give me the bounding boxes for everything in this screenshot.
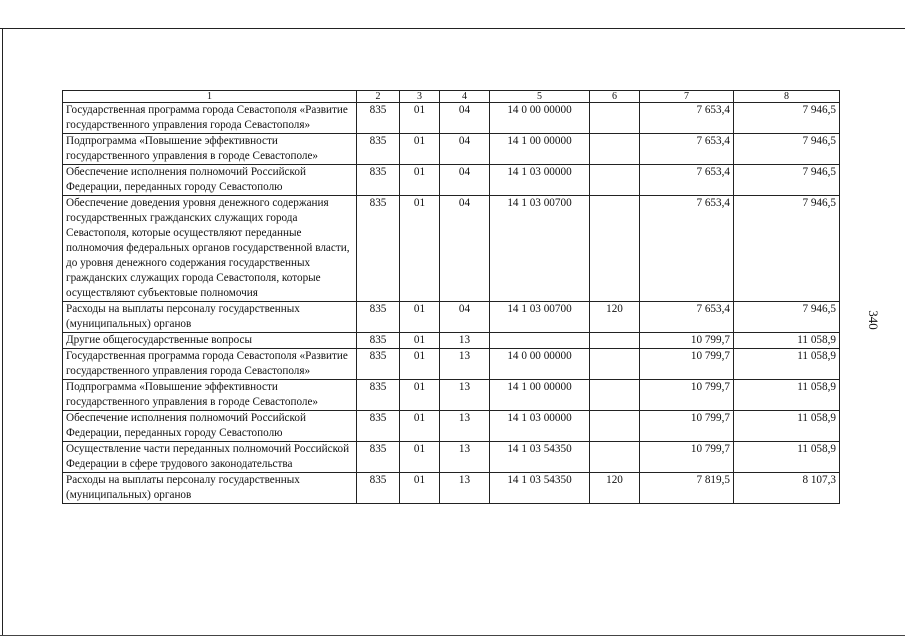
amount-year2-cell: 11 058,9 — [734, 442, 840, 473]
table-row — [63, 442, 840, 473]
admin-code-cell: 835 — [357, 302, 400, 333]
amount-year1-cell: 10 799,7 — [640, 349, 734, 380]
amount-year2-cell: 7 946,5 — [734, 165, 840, 196]
subsection-cell: 04 — [440, 302, 490, 333]
subsection-cell: 04 — [440, 134, 490, 165]
page-frame-bottom-line — [0, 635, 905, 636]
amount-year2-cell: 11 058,9 — [734, 349, 840, 380]
admin-code-cell: 835 — [357, 349, 400, 380]
amount-year1-cell: 7 653,4 — [640, 196, 734, 302]
column-header: 2 — [357, 91, 400, 103]
amount-year2-cell: 7 946,5 — [734, 302, 840, 333]
page-frame-top-line — [0, 28, 905, 29]
section-cell: 01 — [400, 349, 440, 380]
amount-year1-cell: 7 819,5 — [640, 473, 734, 504]
subsection-cell: 13 — [440, 442, 490, 473]
amount-year1-cell: 10 799,7 — [640, 442, 734, 473]
column-header: 5 — [490, 91, 590, 103]
admin-code-cell: 835 — [357, 165, 400, 196]
table-row — [63, 103, 840, 134]
item-name-cell: Подпрограмма «Повышение эффективности государственного управления в городе Севастополе» — [63, 380, 357, 411]
item-name-cell: Расходы на выплаты персоналу государственных (муниципальных) органов — [63, 473, 357, 504]
subsection-cell: 13 — [440, 380, 490, 411]
target-article-cell: 14 1 00 00000 — [490, 380, 590, 411]
amount-year1-cell: 10 799,7 — [640, 411, 734, 442]
section-cell: 01 — [400, 302, 440, 333]
table-header-row — [63, 91, 840, 103]
item-name-cell: Другие общегосударственные вопросы — [63, 333, 357, 349]
section-cell: 01 — [400, 165, 440, 196]
target-article-cell: 14 1 03 54350 — [490, 473, 590, 504]
table-body — [63, 103, 840, 504]
admin-code-cell: 835 — [357, 103, 400, 134]
item-name-cell: Обеспечение исполнения полномочий Российской Федерации, переданных городу Севастополю — [63, 411, 357, 442]
column-header: 8 — [734, 91, 840, 103]
amount-year1-cell: 7 653,4 — [640, 302, 734, 333]
expense-type-cell — [590, 165, 640, 196]
section-cell: 01 — [400, 196, 440, 302]
table-row — [63, 380, 840, 411]
subsection-cell: 13 — [440, 411, 490, 442]
subsection-cell: 13 — [440, 333, 490, 349]
expense-type-cell — [590, 196, 640, 302]
expense-type-cell — [590, 411, 640, 442]
admin-code-cell: 835 — [357, 380, 400, 411]
admin-code-cell: 835 — [357, 442, 400, 473]
page-number: 340 — [866, 310, 881, 330]
expense-type-cell — [590, 349, 640, 380]
amount-year1-cell: 10 799,7 — [640, 333, 734, 349]
expense-type-cell — [590, 380, 640, 411]
expense-type-cell — [590, 442, 640, 473]
item-name-cell: Обеспечение исполнения полномочий Российской Федерации, переданных городу Севастополю — [63, 165, 357, 196]
target-article-cell: 14 1 03 00000 — [490, 165, 590, 196]
table-row — [63, 473, 840, 504]
column-header: 1 — [63, 91, 357, 103]
table-row — [63, 302, 840, 333]
amount-year1-cell: 7 653,4 — [640, 165, 734, 196]
item-name-cell: Обеспечение доведения уровня денежного содержания государственных гражданских служащих города Севастополя, которые осуществляют переданные полномочия федеральных органов государственной власти, до уровня денежного содержания государственных гражданских служащих города Севастополя, которые осуществляют субъектовые полномочия — [63, 196, 357, 302]
target-article-cell: 14 1 03 00700 — [490, 302, 590, 333]
expense-type-cell: 120 — [590, 473, 640, 504]
expense-type-cell: 120 — [590, 302, 640, 333]
amount-year2-cell: 11 058,9 — [734, 333, 840, 349]
amount-year2-cell: 7 946,5 — [734, 134, 840, 165]
target-article-cell: 14 1 03 00700 — [490, 196, 590, 302]
amount-year1-cell: 7 653,4 — [640, 134, 734, 165]
table-row — [63, 134, 840, 165]
target-article-cell: 14 1 03 00000 — [490, 411, 590, 442]
section-cell: 01 — [400, 411, 440, 442]
item-name-cell: Государственная программа города Севастополя «Развитие государственного управления города Севастополя» — [63, 103, 357, 134]
amount-year2-cell: 11 058,9 — [734, 411, 840, 442]
amount-year1-cell: 7 653,4 — [640, 103, 734, 134]
item-name-cell: Расходы на выплаты персоналу государственных (муниципальных) органов — [63, 302, 357, 333]
page-frame-left-line — [2, 28, 3, 636]
section-cell: 01 — [400, 103, 440, 134]
subsection-cell: 04 — [440, 165, 490, 196]
section-cell: 01 — [400, 380, 440, 411]
amount-year2-cell: 11 058,9 — [734, 380, 840, 411]
section-cell: 01 — [400, 333, 440, 349]
column-header: 7 — [640, 91, 734, 103]
admin-code-cell: 835 — [357, 411, 400, 442]
table-row — [63, 165, 840, 196]
budget-table — [62, 90, 840, 504]
item-name-cell: Осуществление части переданных полномочий Российской Федерации в сфере трудового законодательства — [63, 442, 357, 473]
table-row — [63, 333, 840, 349]
column-header: 4 — [440, 91, 490, 103]
admin-code-cell: 835 — [357, 333, 400, 349]
admin-code-cell: 835 — [357, 473, 400, 504]
admin-code-cell: 835 — [357, 196, 400, 302]
section-cell: 01 — [400, 442, 440, 473]
column-header: 3 — [400, 91, 440, 103]
amount-year2-cell: 7 946,5 — [734, 103, 840, 134]
section-cell: 01 — [400, 473, 440, 504]
target-article-cell: 14 1 03 54350 — [490, 442, 590, 473]
amount-year1-cell: 10 799,7 — [640, 380, 734, 411]
target-article-cell: 14 0 00 00000 — [490, 103, 590, 134]
section-cell: 01 — [400, 134, 440, 165]
amount-year2-cell: 8 107,3 — [734, 473, 840, 504]
table-row — [63, 349, 840, 380]
target-article-cell — [490, 333, 590, 349]
column-header: 6 — [590, 91, 640, 103]
target-article-cell: 14 1 00 00000 — [490, 134, 590, 165]
table-row — [63, 196, 840, 302]
expense-type-cell — [590, 134, 640, 165]
target-article-cell: 14 0 00 00000 — [490, 349, 590, 380]
admin-code-cell: 835 — [357, 134, 400, 165]
subsection-cell: 13 — [440, 473, 490, 504]
expense-type-cell — [590, 103, 640, 134]
subsection-cell: 04 — [440, 196, 490, 302]
amount-year2-cell: 7 946,5 — [734, 196, 840, 302]
subsection-cell: 04 — [440, 103, 490, 134]
item-name-cell: Подпрограмма «Повышение эффективности государственного управления в городе Севастополе» — [63, 134, 357, 165]
item-name-cell: Государственная программа города Севастополя «Развитие государственного управления города Севастополя» — [63, 349, 357, 380]
expense-type-cell — [590, 333, 640, 349]
table-row — [63, 411, 840, 442]
subsection-cell: 13 — [440, 349, 490, 380]
